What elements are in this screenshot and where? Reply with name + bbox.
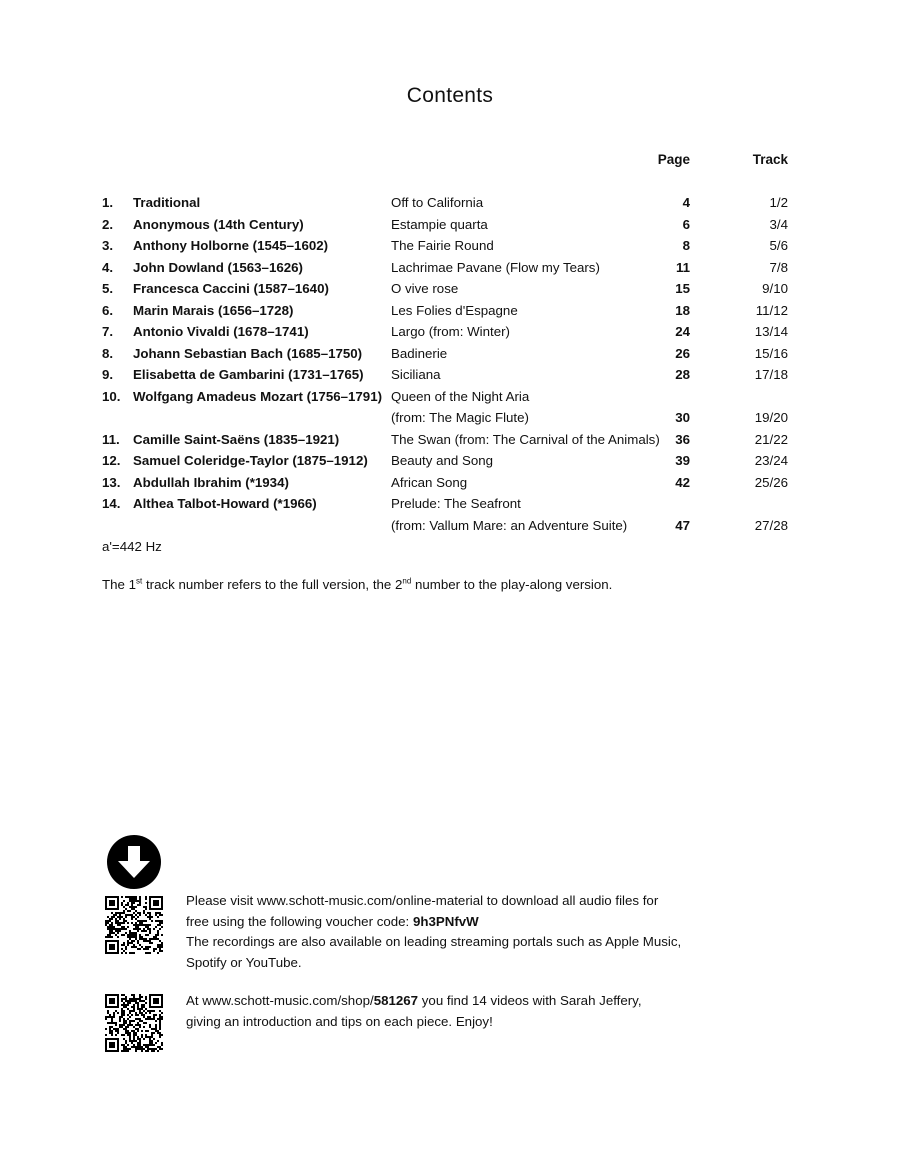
entry-number: 2. [102, 216, 114, 232]
entry-title: Queen of the Night Aria [391, 388, 530, 404]
entry-page: 39 [675, 453, 690, 468]
page-title: Contents [406, 84, 494, 107]
toc-entry [0, 387, 900, 409]
contents-list [0, 193, 900, 537]
entry-composer: John Dowland (1563–1626) [133, 259, 303, 275]
entry-number: 12. [102, 453, 121, 468]
entry-track: 25/26 [754, 474, 788, 490]
entry-page: 6 [682, 216, 690, 232]
entry-number: 11. [102, 431, 120, 447]
entry-composer: Althea Talbot-Howard (*1966) [133, 496, 317, 511]
download-line-1: Please visit www.schott-music.com/online-material to download all audio files for [186, 893, 659, 908]
entry-track: 15/16 [754, 345, 788, 361]
download-line-2: free using the following voucher code: 9h3PNfvW [186, 913, 479, 929]
entry-title: Largo (from: Winter) [391, 324, 510, 339]
track-number-note: The 1st track number refers to the full version, the 2nd number to the play-along version. [102, 576, 613, 592]
entry-page: 42 [675, 474, 690, 490]
entry-number: 4. [102, 259, 114, 275]
entry-subtitle: (from: The Magic Flute) [391, 410, 529, 425]
download-line-3: The recordings are also available on leading streaming portals such as Apple Music, [186, 934, 682, 949]
entry-composer: Antonio Vivaldi (1678–1741) [133, 324, 309, 339]
entry-page: 18 [675, 302, 690, 318]
entry-track: 23/24 [754, 453, 788, 468]
entry-track: 3/4 [769, 216, 788, 232]
entry-track: 21/22 [754, 431, 788, 447]
entry-title: Les Folies d'Espagne [391, 302, 518, 318]
download-line-4: Spotify or YouTube. [186, 954, 302, 970]
column-header-page: Page [657, 152, 690, 167]
entry-page: 8 [682, 238, 690, 253]
entry-track: 7/8 [769, 259, 788, 275]
entry-number: 6. [102, 302, 114, 318]
entry-page: 47 [675, 517, 690, 533]
entry-composer: Anonymous (14th Century) [133, 216, 304, 232]
entry-composer: Camille Saint-Saëns (1835–1921) [133, 431, 340, 447]
entry-number: 13. [102, 474, 121, 490]
toc-entry [0, 193, 900, 215]
voucher-code: 9h3PNfvW [412, 913, 479, 929]
entry-number: 3. [102, 238, 114, 253]
entry-track: 27/28 [754, 517, 788, 533]
entry-title: Lachrimae Pavane (Flow my Tears) [391, 259, 600, 275]
entry-number: 8. [102, 345, 114, 361]
entry-title: Off to California [391, 195, 484, 210]
download-info [186, 891, 706, 973]
entry-track: 9/10 [762, 281, 788, 296]
entry-title: Siciliana [391, 367, 441, 382]
toc-entry [0, 344, 900, 366]
toc-entry [0, 430, 900, 452]
entry-number: 14. [102, 496, 121, 511]
entry-composer: Traditional [133, 195, 201, 210]
toc-entry-continuation [0, 408, 900, 430]
entry-title: African Song [391, 474, 468, 490]
video-info [186, 991, 706, 1032]
video-line-1: At www.schott-music.com/shop/581267 you find 14 videos with Sarah Jeffery, [186, 993, 642, 1008]
tuning-pitch: a'=442 Hz [102, 539, 162, 554]
toc-entry [0, 258, 900, 280]
entry-title: Beauty and Song [391, 453, 494, 468]
download-icon [107, 835, 161, 889]
entry-title: O vive rose [391, 281, 459, 296]
entry-track: 11/12 [755, 302, 788, 318]
entry-page: 26 [675, 345, 690, 361]
shop-id: 581267 [373, 993, 419, 1008]
entry-title: Prelude: The Seafront [391, 496, 521, 511]
entry-page: 28 [675, 367, 690, 382]
video-line-2: giving an introduction and tips on each piece. Enjoy! [186, 1013, 493, 1029]
entry-composer: Marin Marais (1656–1728) [133, 302, 294, 318]
entry-number: 5. [102, 281, 114, 296]
qr-code-download-icon[interactable] [105, 896, 163, 954]
toc-entry [0, 365, 900, 387]
entry-track: 17/18 [754, 367, 788, 382]
entry-composer: Francesca Caccini (1587–1640) [133, 281, 329, 296]
entry-track: 5/6 [769, 238, 788, 253]
entry-page: 30 [675, 410, 690, 425]
toc-entry [0, 301, 900, 323]
entry-page: 4 [682, 195, 690, 210]
toc-entry [0, 494, 900, 516]
entry-number: 1. [102, 195, 114, 210]
toc-entry [0, 322, 900, 344]
entry-title: Badinerie [391, 345, 448, 361]
entry-number: 7. [102, 324, 114, 339]
entry-composer: Wolfgang Amadeus Mozart (1756–1791) [133, 388, 383, 404]
column-header-track: Track [752, 152, 788, 167]
entry-title: The Fairie Round [391, 238, 494, 253]
entry-page: 24 [675, 324, 690, 339]
entry-page: 36 [675, 431, 690, 447]
toc-entry [0, 451, 900, 473]
toc-entry [0, 279, 900, 301]
entry-track: 13/14 [754, 324, 788, 339]
entry-track: 1/2 [769, 195, 788, 210]
entry-composer: Elisabetta de Gambarini (1731–1765) [133, 367, 364, 382]
entry-subtitle: (from: Vallum Mare: an Adventure Suite) [391, 517, 628, 533]
toc-entry-continuation [0, 516, 900, 538]
entry-page: 11 [675, 259, 690, 275]
entry-title: Estampie quarta [391, 216, 488, 232]
entry-composer: Johann Sebastian Bach (1685–1750) [133, 345, 363, 361]
toc-entry [0, 215, 900, 237]
entry-page: 15 [675, 281, 690, 296]
entry-composer: Samuel Coleridge-Taylor (1875–1912) [133, 453, 368, 468]
qr-code-videos-icon[interactable] [105, 994, 163, 1052]
entry-number: 10. [102, 388, 121, 404]
toc-entry [0, 236, 900, 258]
entry-composer: Anthony Holborne (1545–1602) [133, 238, 329, 253]
toc-entry [0, 473, 900, 495]
entry-number: 9. [102, 367, 114, 382]
entry-track: 19/20 [754, 410, 788, 425]
entry-composer: Abdullah Ibrahim (*1934) [133, 474, 289, 490]
entry-title: The Swan (from: The Carnival of the Animals) [391, 431, 660, 447]
